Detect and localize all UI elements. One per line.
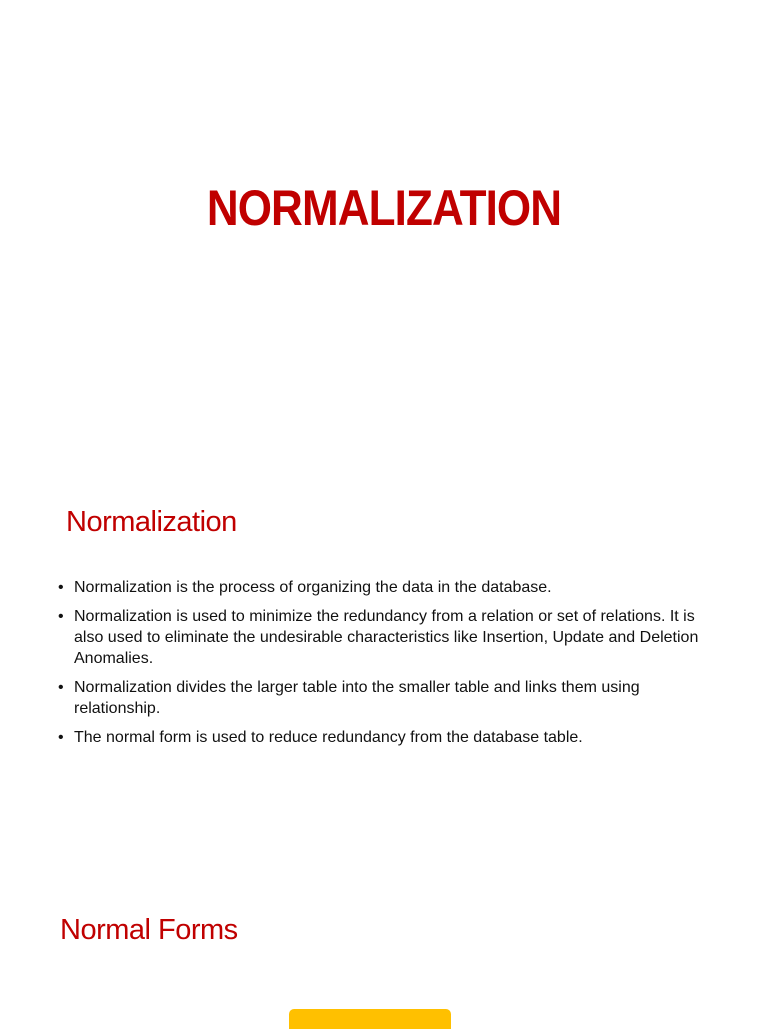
bullet-item: [58, 727, 718, 748]
normalization-heading: Normalization: [66, 506, 237, 538]
bullet-item: [58, 577, 718, 598]
bullet-item: [58, 606, 718, 669]
yellow-shape: [289, 1009, 451, 1029]
bullet-text: The normal form is used to reduce redundancy from the database table.: [74, 729, 583, 746]
bullet-icon: •: [58, 679, 64, 696]
bullet-text: Normalization divides the larger table into the smaller table and links them using relationship.: [74, 679, 640, 717]
bullet-icon: •: [58, 608, 64, 625]
title-slide: [0, 0, 768, 400]
bullet-text: Normalization is the process of organizing the data in the database.: [74, 579, 552, 596]
normalization-bullet-list: [58, 577, 718, 756]
bullet-item: [58, 677, 718, 719]
main-title: NORMALIZATION: [206, 180, 562, 236]
bullet-text: Normalization is used to minimize the redundancy from a relation or set of relations. It is also used to eliminate the undesirable characteristics like Insertion, Update and Deletion Anomalies.: [74, 608, 699, 667]
bullet-icon: •: [58, 579, 64, 596]
bullet-icon: •: [58, 729, 64, 746]
normal-forms-heading: Normal Forms: [60, 914, 238, 946]
